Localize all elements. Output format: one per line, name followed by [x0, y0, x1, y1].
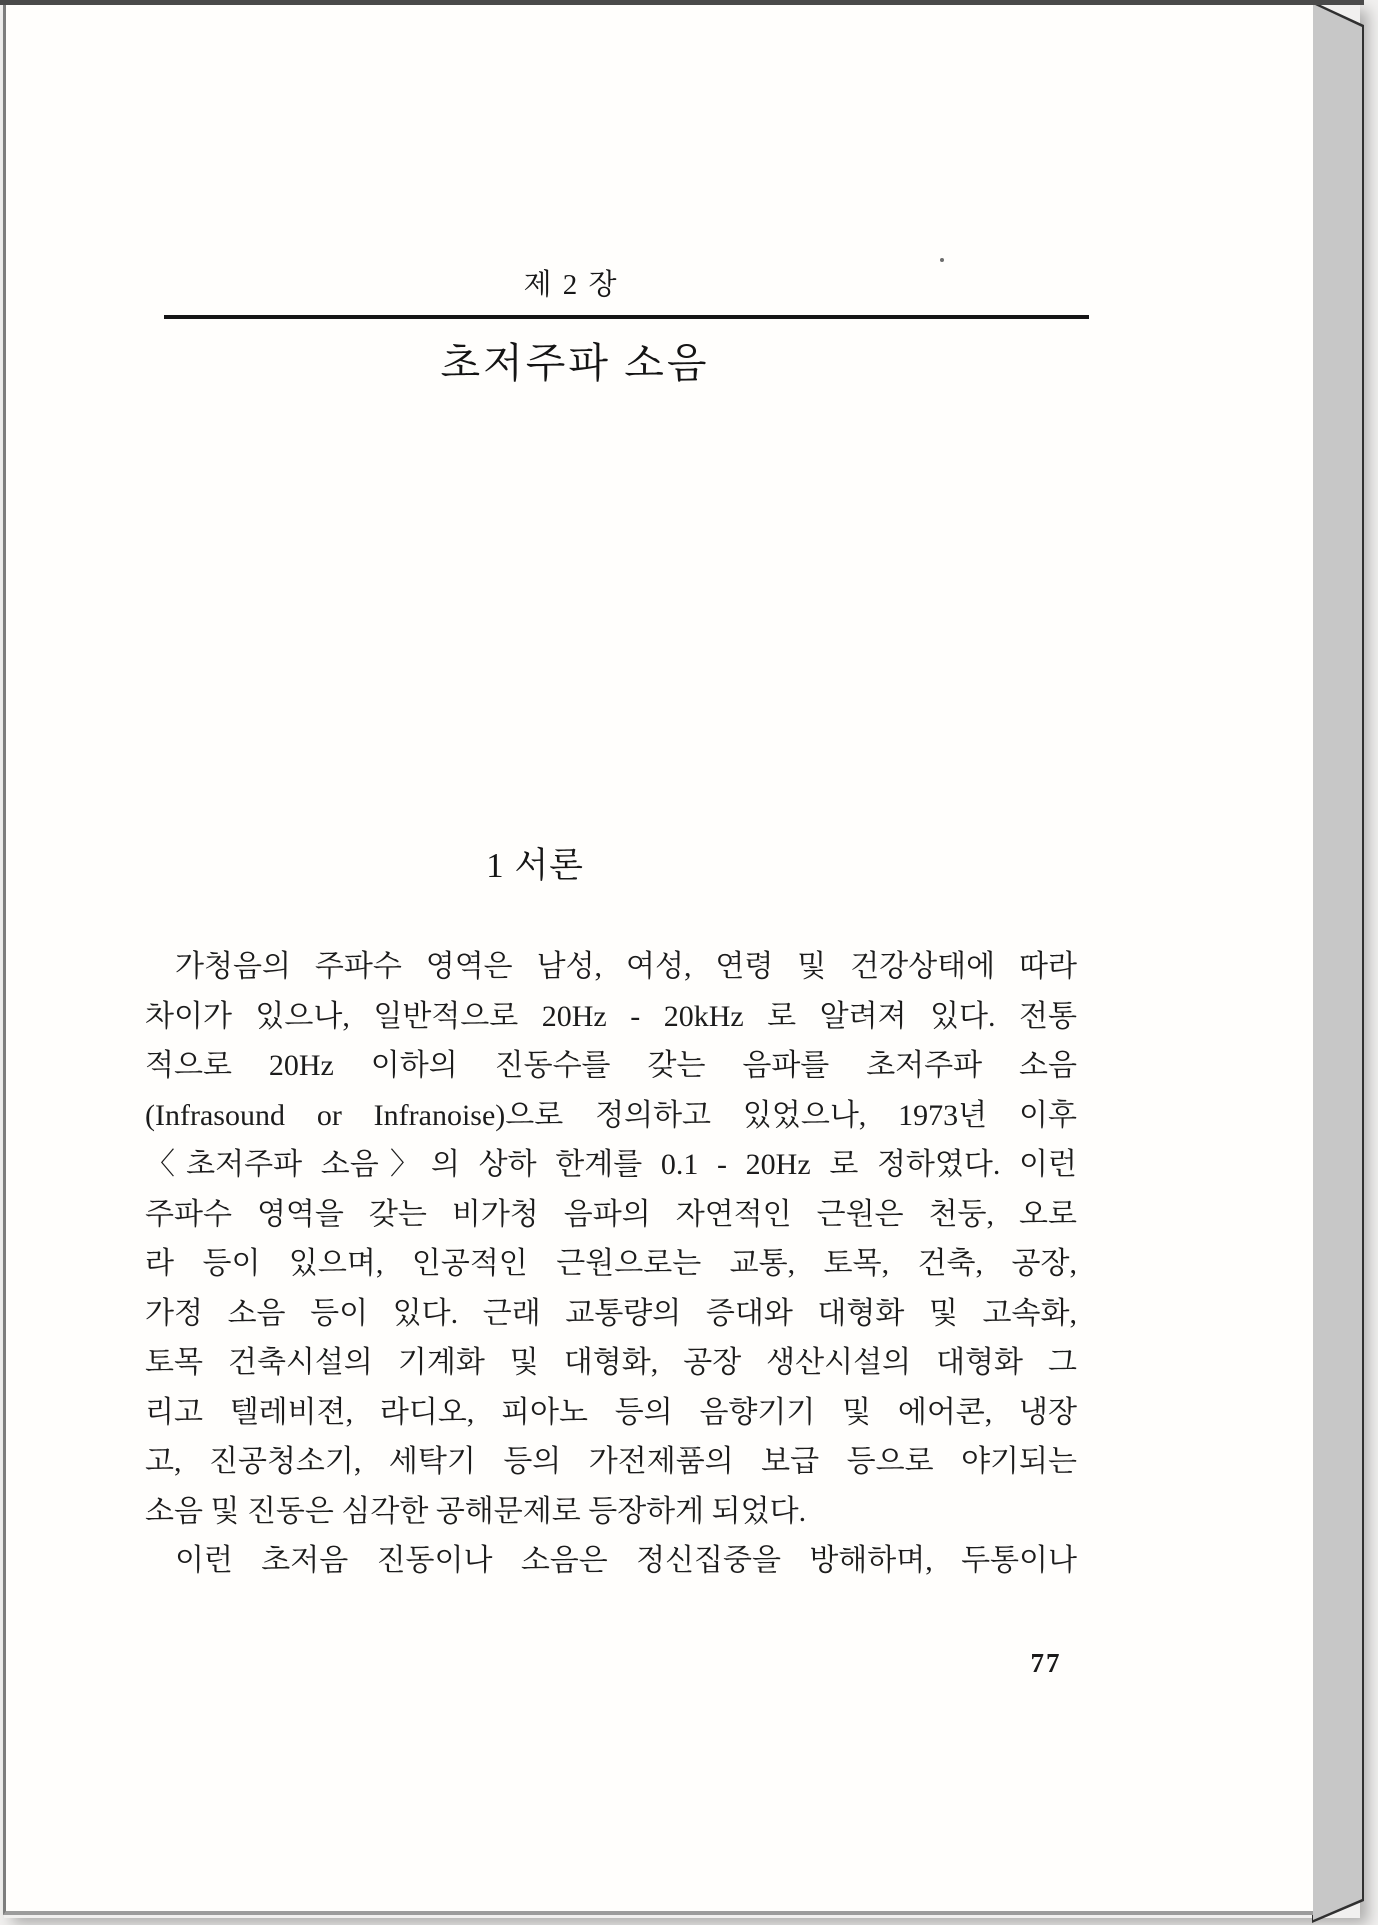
body-line: 소음 및 진동은 심각한 공해문제로 등장하게 되었다.: [145, 1494, 807, 1528]
body-line: 리고 텔레비젼, 라디오, 피아노 등의 음향기기 및 에어콘, 냉장: [145, 1395, 1077, 1429]
chapter-divider-rule: [164, 315, 1089, 319]
body-line: 〈초저주파 소음〉의 상하 한계를 0.1 - 20Hz 로 정하였다. 이런: [145, 1148, 1077, 1181]
body-line: (Infrasound or Infranoise)으로 정의하고 있었으나, 1973년 이후: [145, 1098, 1077, 1132]
chapter-title: 초저주파 소음: [440, 340, 710, 386]
body-line: 적으로 20Hz 이하의 진동수를 갖는 음파를 초저주파 소음: [145, 1049, 1077, 1082]
chapter-label: 제 2 장: [523, 269, 619, 301]
body-line: 가청음의 주파수 영역은 남성, 여성, 연령 및 건강상태에 따라: [175, 950, 1077, 983]
body-line: 주파수 영역을 갖는 비가청 음파의 자연적인 근원은 천둥, 오로: [145, 1197, 1077, 1231]
body-line: 가정 소음 등이 있다. 근래 교통량의 증대와 대형화 및 고속화,: [145, 1296, 1077, 1330]
page-number: 77: [1030, 1648, 1062, 1678]
body-line: 차이가 있으나, 일반적으로 20Hz - 20kHz 로 알려져 있다. 전통: [145, 999, 1077, 1033]
scan-artifact-dot: [940, 258, 944, 262]
body-line: 이런 초저음 진동이나 소음은 정신집중을 방해하며, 두통이나: [175, 1544, 1077, 1577]
body-line: 고, 진공청소기, 세탁기 등의 가전제품의 보급 등으로 야기되는: [145, 1445, 1077, 1478]
section-heading: 1 서론: [486, 846, 584, 885]
body-paragraph: [145, 942, 1077, 1586]
body-line: 라 등이 있으며, 인공적인 근원으로는 교통, 토목, 건축, 공장,: [145, 1247, 1077, 1280]
page-top-border: [0, 0, 1364, 5]
body-line: 토목 건축시설의 기계화 및 대형화, 공장 생산시설의 대형화 그: [145, 1346, 1077, 1379]
page-block-edge: [1313, 4, 1362, 1920]
